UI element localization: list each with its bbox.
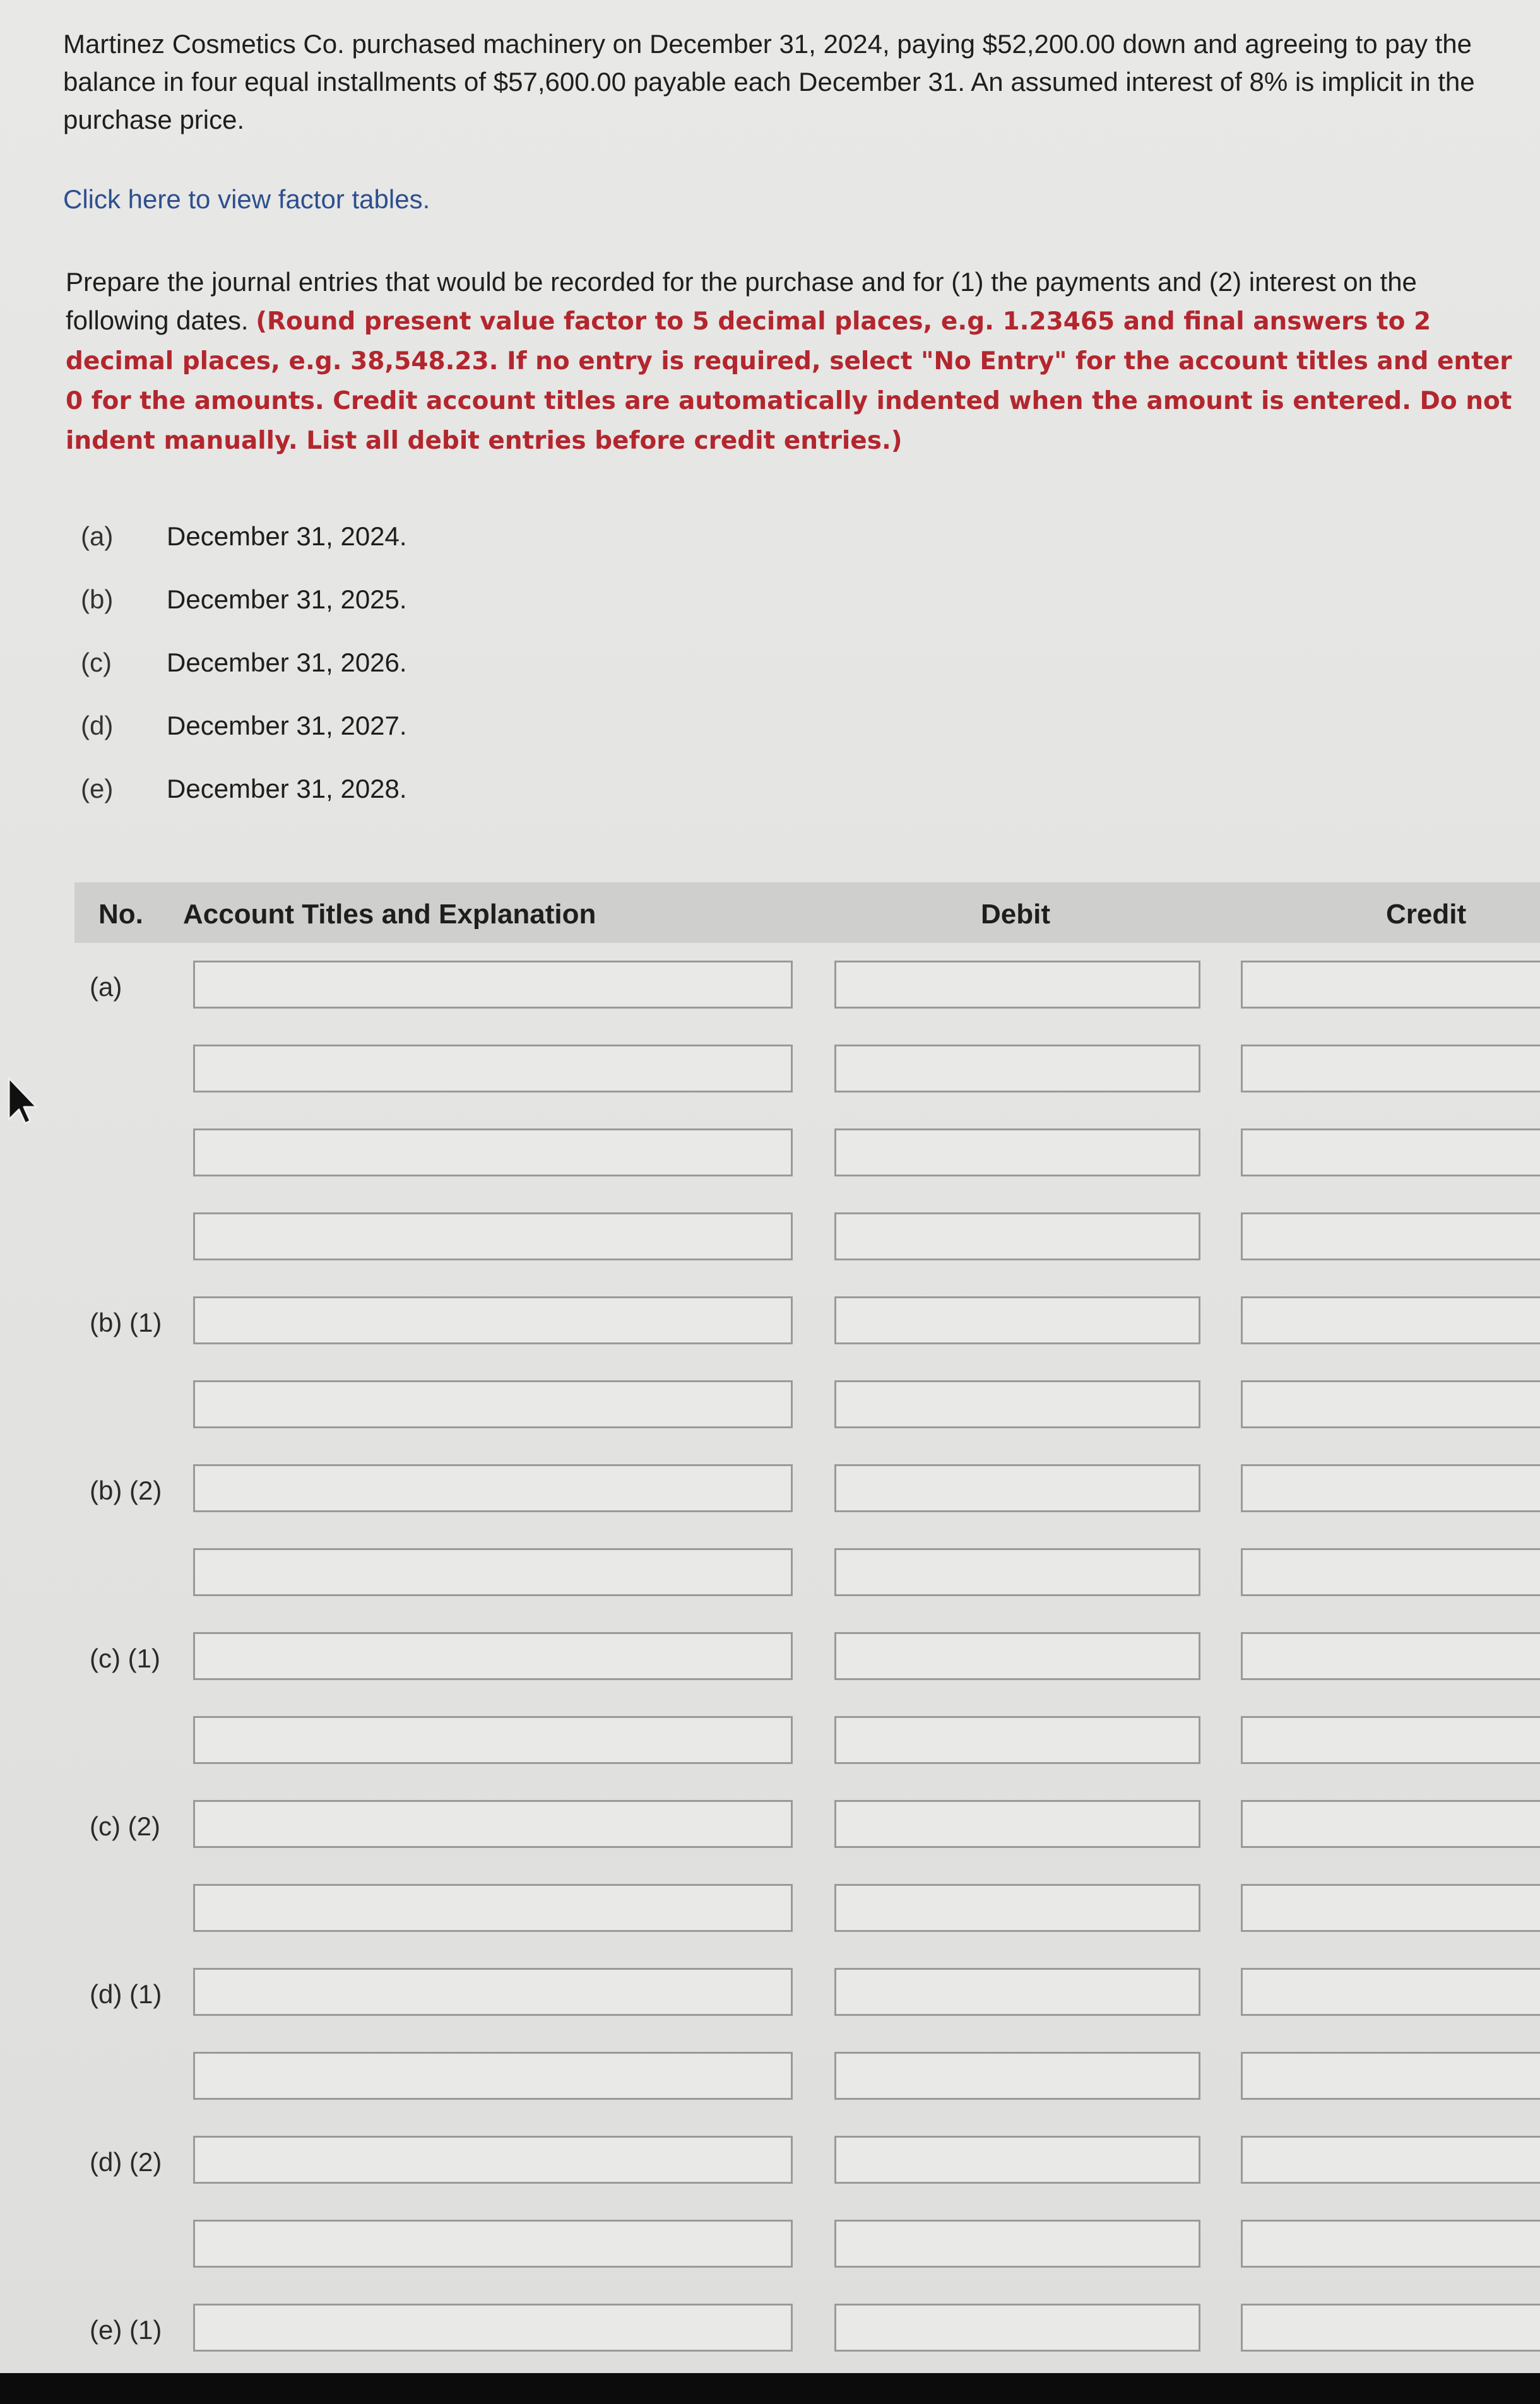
date-list [81,505,407,820]
account-title-input[interactable] [193,1884,793,1932]
account-title-input[interactable] [193,1380,793,1428]
journal-row [0,1212,1540,1263]
instructions [66,263,1517,460]
journal-row [0,1045,1540,1095]
account-title-input[interactable] [193,1800,793,1848]
credit-amount-input[interactable] [1241,1296,1540,1344]
credit-amount-input[interactable] [1241,2220,1540,2268]
debit-amount-input[interactable] [834,1632,1200,1680]
credit-amount-input[interactable] [1241,1800,1540,1848]
instructions-rounding-note: (Round present value factor to 5 decimal places, e.g. 1.23465 and final answers to 2 decimal places, e.g. 38,548.23. If no entry is required, select "No Entry" for the account titles and enter 0 for the amounts. Credit account titles are automatically indented when the amount is entered. Do not indent manually. List all debit entries before credit entries.) [66,307,1512,455]
column-header-account: Account Titles and Explanation [183,899,596,930]
debit-amount-input[interactable] [834,1380,1200,1428]
account-title-input[interactable] [193,1296,793,1344]
account-title-input[interactable] [193,1632,793,1680]
credit-amount-input[interactable] [1241,961,1540,1009]
journal-row [0,1548,1540,1599]
account-title-input[interactable] [193,1968,793,2016]
journal-row [0,1296,1540,1347]
date-text: December 31, 2028. [167,774,407,803]
credit-amount-input[interactable] [1241,1464,1540,1512]
journal-row [0,961,1540,1011]
date-item [81,757,407,820]
date-item [81,505,407,568]
debit-amount-input[interactable] [834,1716,1200,1764]
journal-table-header [74,882,1540,943]
journal-row [0,1884,1540,1934]
account-title-input[interactable] [193,1548,793,1596]
journal-row [0,1632,1540,1683]
date-item [81,568,407,631]
credit-amount-input[interactable] [1241,1212,1540,1260]
account-title-input[interactable] [193,2136,793,2184]
debit-amount-input[interactable] [834,1968,1200,2016]
credit-amount-input[interactable] [1241,1045,1540,1092]
credit-amount-input[interactable] [1241,1632,1540,1680]
account-title-input[interactable] [193,2220,793,2268]
journal-row [0,1800,1540,1850]
journal-row [0,1464,1540,1515]
mouse-pointer-icon [6,1075,38,1126]
entry-number-label: (b) (2) [90,1476,162,1505]
entry-number-label: (c) (1) [90,1643,160,1673]
date-item [81,631,407,694]
factor-tables-link[interactable]: Click here to view factor tables. [63,184,430,214]
credit-amount-input[interactable] [1241,1968,1540,2016]
journal-row [0,2220,1540,2270]
debit-amount-input[interactable] [834,961,1200,1009]
entry-number-label: (b) (1) [90,1308,162,1337]
screen-bezel [0,2373,1540,2404]
entry-number-label: (d) (2) [90,2147,162,2177]
date-text: December 31, 2026. [167,648,407,677]
debit-amount-input[interactable] [834,1128,1200,1176]
debit-amount-input[interactable] [834,1212,1200,1260]
date-item [81,694,407,757]
account-title-input[interactable] [193,1716,793,1764]
account-title-input[interactable] [193,1212,793,1260]
entry-number-label: (d) (1) [90,1979,162,2009]
instructions-lead: Prepare the journal entries that would be recorded for the purchase and for (1) the payments and (2) interest on the following dates. [66,267,1417,335]
journal-row [0,1380,1540,1431]
credit-amount-input[interactable] [1241,2136,1540,2184]
credit-amount-input[interactable] [1241,1884,1540,1932]
debit-amount-input[interactable] [834,2304,1200,2352]
debit-amount-input[interactable] [834,2052,1200,2100]
problem-statement: Martinez Cosmetics Co. purchased machinery on December 31, 2024, paying $52,200.00 down and agreeing to pay the balance in four equal installments of $57,600.00 payable each December 31. An assumed interest of 8% is implicit in the purchase price. [63,29,1475,134]
entry-number-label: (e) (1) [90,2315,162,2345]
journal-row [0,2136,1540,2186]
debit-amount-input[interactable] [834,2136,1200,2184]
debit-amount-input[interactable] [834,1296,1200,1344]
date-letter: (b) [81,584,114,614]
credit-amount-input[interactable] [1241,2052,1540,2100]
date-text: December 31, 2025. [167,584,407,614]
entry-number-label: (c) (2) [90,1811,160,1841]
journal-row [0,1128,1540,1179]
column-header-debit: Debit [981,899,1050,930]
column-header-no: No. [98,899,143,930]
debit-amount-input[interactable] [834,1045,1200,1092]
credit-amount-input[interactable] [1241,1128,1540,1176]
date-letter: (d) [81,711,114,740]
credit-amount-input[interactable] [1241,1548,1540,1596]
credit-amount-input[interactable] [1241,1716,1540,1764]
account-title-input[interactable] [193,961,793,1009]
account-title-input[interactable] [193,2304,793,2352]
date-text: December 31, 2027. [167,711,407,740]
credit-amount-input[interactable] [1241,1380,1540,1428]
debit-amount-input[interactable] [834,1548,1200,1596]
column-header-credit: Credit [1386,899,1467,930]
account-title-input[interactable] [193,1464,793,1512]
account-title-input[interactable] [193,2052,793,2100]
date-text: December 31, 2024. [167,521,407,551]
journal-row [0,1716,1540,1767]
entry-number-label: (a) [90,972,122,1002]
journal-row [0,2052,1540,2102]
account-title-input[interactable] [193,1045,793,1092]
journal-row [0,2304,1540,2354]
debit-amount-input[interactable] [834,1800,1200,1848]
debit-amount-input[interactable] [834,2220,1200,2268]
date-letter: (c) [81,648,112,677]
date-letter: (e) [81,774,114,803]
date-letter: (a) [81,521,114,551]
account-title-input[interactable] [193,1128,793,1176]
journal-row [0,1968,1540,2018]
debit-amount-input[interactable] [834,1464,1200,1512]
debit-amount-input[interactable] [834,1884,1200,1932]
credit-amount-input[interactable] [1241,2304,1540,2352]
